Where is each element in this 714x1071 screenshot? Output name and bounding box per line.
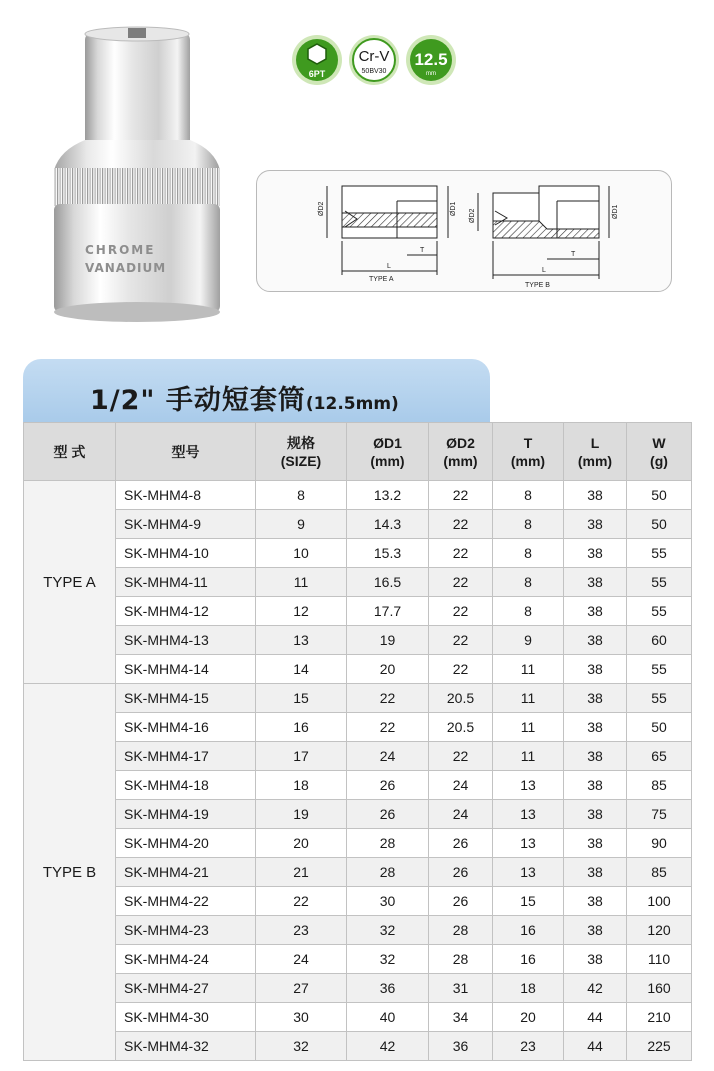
- spec-cell: 11: [493, 684, 564, 713]
- type-a-drawing: [327, 186, 448, 275]
- spec-cell: 22: [429, 568, 493, 597]
- type-b-d1-label: ØD1: [612, 204, 619, 219]
- spec-cell: 22: [429, 655, 493, 684]
- spec-cell: 55: [627, 597, 692, 626]
- spec-cell: 38: [564, 829, 627, 858]
- model-cell: SK-MHM4-10: [116, 539, 256, 568]
- spec-cell: 210: [627, 1003, 692, 1032]
- spec-cell: 38: [564, 771, 627, 800]
- spec-cell: 24: [429, 771, 493, 800]
- type-b-l-label: L: [542, 267, 546, 274]
- table-row: [24, 858, 692, 887]
- spec-cell: 38: [564, 916, 627, 945]
- column-header-w: W (g): [627, 423, 692, 481]
- spec-cell: 19: [347, 626, 429, 655]
- spec-cell: 19: [256, 800, 347, 829]
- type-a-d2-label: ØD2: [318, 201, 325, 216]
- spec-cell: 32: [256, 1032, 347, 1061]
- spec-cell: 8: [493, 510, 564, 539]
- spec-cell: 85: [627, 858, 692, 887]
- spec-cell: 23: [493, 1032, 564, 1061]
- spec-cell: 38: [564, 800, 627, 829]
- spec-cell: 9: [493, 626, 564, 655]
- model-cell: SK-MHM4-13: [116, 626, 256, 655]
- model-cell: SK-MHM4-22: [116, 887, 256, 916]
- spec-cell: 50: [627, 713, 692, 742]
- spec-cell: 11: [256, 568, 347, 597]
- spec-cell: 20: [256, 829, 347, 858]
- page-title-sub: (12.5mm): [305, 394, 399, 414]
- type-b-caption: TYPE B: [525, 282, 550, 289]
- spec-cell: 28: [429, 916, 493, 945]
- spec-cell: 28: [347, 858, 429, 887]
- spec-cell: 38: [564, 510, 627, 539]
- spec-cell: 10: [256, 539, 347, 568]
- spec-cell: 20.5: [429, 684, 493, 713]
- model-cell: SK-MHM4-21: [116, 858, 256, 887]
- spec-cell: 8: [256, 481, 347, 510]
- spec-cell: 38: [564, 568, 627, 597]
- spec-cell: 21: [256, 858, 347, 887]
- badge-crv-label: Cr-V: [358, 48, 390, 65]
- spec-cell: 20: [347, 655, 429, 684]
- table-row: [24, 1003, 692, 1032]
- spec-cell: 12: [256, 597, 347, 626]
- type-a-t-label: T: [420, 247, 425, 254]
- spec-cell: 16: [493, 916, 564, 945]
- spec-cell: 11: [493, 713, 564, 742]
- spec-cell: 15: [256, 684, 347, 713]
- spec-cell: 20.5: [429, 713, 493, 742]
- feature-badges: [290, 33, 470, 88]
- spec-cell: 44: [564, 1003, 627, 1032]
- spec-cell: 55: [627, 684, 692, 713]
- model-cell: SK-MHM4-24: [116, 945, 256, 974]
- spec-cell: 8: [493, 539, 564, 568]
- column-header-l: L (mm): [564, 423, 627, 481]
- spec-cell: 18: [256, 771, 347, 800]
- badge-crv-code: 50BV30: [361, 68, 387, 75]
- model-cell: SK-MHM4-15: [116, 684, 256, 713]
- type-b-d2-label: ØD2: [469, 208, 476, 223]
- spec-cell: 9: [256, 510, 347, 539]
- spec-cell: 38: [564, 887, 627, 916]
- spec-cell: 30: [256, 1003, 347, 1032]
- table-row: [24, 510, 692, 539]
- model-cell: SK-MHM4-23: [116, 916, 256, 945]
- spec-cell: 65: [627, 742, 692, 771]
- spec-cell: 38: [564, 742, 627, 771]
- badge-6pt-label: 6PT: [308, 69, 326, 79]
- spec-cell: 23: [256, 916, 347, 945]
- socket-engraving-line2: VANADIUM: [85, 261, 167, 275]
- technical-diagram: [256, 170, 672, 292]
- spec-cell: 34: [429, 1003, 493, 1032]
- spec-cell: 13: [493, 771, 564, 800]
- spec-cell: 38: [564, 655, 627, 684]
- model-cell: SK-MHM4-9: [116, 510, 256, 539]
- model-cell: SK-MHM4-27: [116, 974, 256, 1003]
- spec-cell: 75: [627, 800, 692, 829]
- table-header-row: [24, 423, 692, 481]
- model-cell: SK-MHM4-14: [116, 655, 256, 684]
- spec-cell: 18: [493, 974, 564, 1003]
- type-b-drawing: [478, 186, 609, 279]
- type-a-caption: TYPE A: [369, 276, 394, 283]
- spec-cell: 13: [493, 800, 564, 829]
- column-header-d1: ØD1 (mm): [347, 423, 429, 481]
- badge-6pt: [292, 35, 342, 85]
- column-header-type: 型 式: [24, 423, 116, 481]
- spec-cell: 24: [347, 742, 429, 771]
- spec-cell: 38: [564, 626, 627, 655]
- spec-table: [23, 422, 692, 1061]
- table-row: [24, 597, 692, 626]
- spec-cell: 26: [347, 771, 429, 800]
- spec-cell: 28: [347, 829, 429, 858]
- spec-cell: 8: [493, 481, 564, 510]
- table-row: [24, 800, 692, 829]
- model-cell: SK-MHM4-20: [116, 829, 256, 858]
- badge-drive-size: [406, 35, 456, 85]
- table-row: [24, 539, 692, 568]
- spec-cell: 13: [256, 626, 347, 655]
- spec-cell: 60: [627, 626, 692, 655]
- spec-cell: 36: [347, 974, 429, 1003]
- spec-cell: 85: [627, 771, 692, 800]
- hexagon-icon: [308, 44, 326, 64]
- spec-cell: 38: [564, 858, 627, 887]
- spec-cell: 38: [564, 539, 627, 568]
- model-cell: SK-MHM4-11: [116, 568, 256, 597]
- model-cell: SK-MHM4-30: [116, 1003, 256, 1032]
- spec-cell: 55: [627, 568, 692, 597]
- column-header-size: 规格 (SIZE): [256, 423, 347, 481]
- spec-cell: 22: [347, 684, 429, 713]
- page-title-main: 1/2" 手动短套筒: [90, 385, 306, 416]
- table-row: [24, 481, 692, 510]
- page-title: [90, 378, 399, 417]
- type-group-cell: TYPE A: [24, 481, 116, 684]
- spec-cell: 11: [493, 655, 564, 684]
- spec-cell: 24: [256, 945, 347, 974]
- spec-cell: 22: [429, 597, 493, 626]
- table-row: [24, 742, 692, 771]
- spec-cell: 42: [347, 1032, 429, 1061]
- spec-cell: 17: [256, 742, 347, 771]
- spec-cell: 26: [429, 887, 493, 916]
- spec-cell: 36: [429, 1032, 493, 1061]
- spec-cell: 8: [493, 597, 564, 626]
- table-body: [24, 481, 692, 1061]
- spec-cell: 120: [627, 916, 692, 945]
- spec-cell: 24: [429, 800, 493, 829]
- spec-cell: 38: [564, 597, 627, 626]
- spec-cell: 28: [429, 945, 493, 974]
- badge-crv: [349, 35, 399, 85]
- spec-cell: 15.3: [347, 539, 429, 568]
- spec-cell: 38: [564, 481, 627, 510]
- spec-cell: 22: [429, 626, 493, 655]
- table-row: [24, 1032, 692, 1061]
- spec-cell: 38: [564, 684, 627, 713]
- badge-drive-size-value: 12.5: [414, 50, 448, 69]
- spec-cell: 27: [256, 974, 347, 1003]
- spec-cell: 22: [429, 510, 493, 539]
- spec-cell: 16.5: [347, 568, 429, 597]
- type-a-l-label: L: [387, 263, 391, 270]
- spec-cell: 22: [347, 713, 429, 742]
- spec-cell: 225: [627, 1032, 692, 1061]
- spec-cell: 31: [429, 974, 493, 1003]
- socket-engraving-line1: CHROME: [85, 243, 156, 257]
- table-row: [24, 974, 692, 1003]
- spec-cell: 55: [627, 655, 692, 684]
- spec-cell: 22: [429, 539, 493, 568]
- spec-cell: 50: [627, 510, 692, 539]
- spec-cell: 44: [564, 1032, 627, 1061]
- spec-cell: 14: [256, 655, 347, 684]
- table-row: [24, 771, 692, 800]
- spec-cell: 13.2: [347, 481, 429, 510]
- spec-cell: 90: [627, 829, 692, 858]
- spec-cell: 160: [627, 974, 692, 1003]
- spec-cell: 16: [256, 713, 347, 742]
- spec-cell: 40: [347, 1003, 429, 1032]
- spec-cell: 20: [493, 1003, 564, 1032]
- type-group-cell: TYPE B: [24, 684, 116, 1061]
- spec-cell: 15: [493, 887, 564, 916]
- spec-cell: 26: [429, 829, 493, 858]
- type-a-d1-label: ØD1: [450, 201, 457, 216]
- spec-cell: 14.3: [347, 510, 429, 539]
- model-cell: SK-MHM4-12: [116, 597, 256, 626]
- table-row: [24, 713, 692, 742]
- table-row: [24, 887, 692, 916]
- table-row: [24, 684, 692, 713]
- spec-cell: 32: [347, 916, 429, 945]
- model-cell: SK-MHM4-17: [116, 742, 256, 771]
- model-cell: SK-MHM4-18: [116, 771, 256, 800]
- spec-cell: 55: [627, 539, 692, 568]
- model-cell: SK-MHM4-16: [116, 713, 256, 742]
- spec-cell: 38: [564, 945, 627, 974]
- spec-cell: 17.7: [347, 597, 429, 626]
- model-cell: SK-MHM4-8: [116, 481, 256, 510]
- column-header-d2: ØD2 (mm): [429, 423, 493, 481]
- spec-cell: 13: [493, 858, 564, 887]
- spec-cell: 32: [347, 945, 429, 974]
- table-row: [24, 655, 692, 684]
- spec-cell: 13: [493, 829, 564, 858]
- spec-cell: 50: [627, 481, 692, 510]
- column-header-t: T (mm): [493, 423, 564, 481]
- spec-cell: 42: [564, 974, 627, 1003]
- socket-product-image: [40, 20, 235, 325]
- spec-cell: 38: [564, 713, 627, 742]
- table-row: [24, 568, 692, 597]
- table-row: [24, 626, 692, 655]
- table-row: [24, 945, 692, 974]
- spec-cell: 26: [347, 800, 429, 829]
- table-row: [24, 916, 692, 945]
- model-cell: SK-MHM4-19: [116, 800, 256, 829]
- spec-cell: 26: [429, 858, 493, 887]
- model-cell: SK-MHM4-32: [116, 1032, 256, 1061]
- spec-cell: 22: [429, 481, 493, 510]
- spec-cell: 8: [493, 568, 564, 597]
- spec-cell: 16: [493, 945, 564, 974]
- type-b-t-label: T: [571, 251, 576, 258]
- table-row: [24, 829, 692, 858]
- column-header-model: 型号: [116, 423, 256, 481]
- spec-cell: 11: [493, 742, 564, 771]
- spec-cell: 100: [627, 887, 692, 916]
- spec-cell: 30: [347, 887, 429, 916]
- spec-cell: 22: [429, 742, 493, 771]
- spec-cell: 22: [256, 887, 347, 916]
- spec-cell: 110: [627, 945, 692, 974]
- badge-drive-size-unit: mm: [426, 71, 436, 77]
